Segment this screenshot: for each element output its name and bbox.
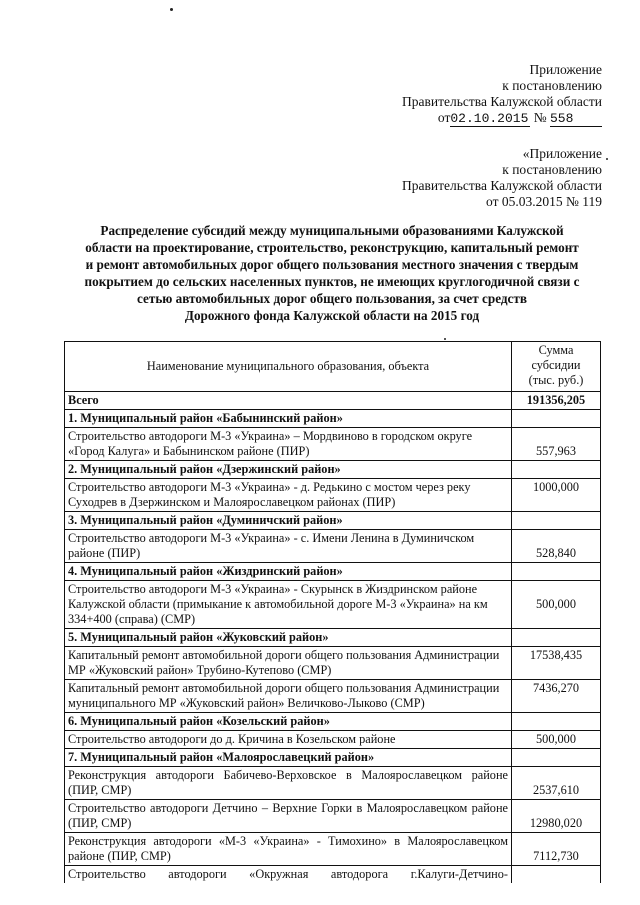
district-name: 1. Муниципальный район «Бабынинский район» [65,410,512,428]
header-new-line1: Приложение [529,62,602,77]
object-value: 17538,435 [512,647,601,680]
header-new-date-prefix: от [437,110,451,125]
object-value: 557,963 [512,428,601,461]
table-row [65,833,601,866]
object-name: Капитальный ремонт автомобильной дороги общего пользования Администрации муниципального МР «Жуковский район» Величково-Лыково (СМР) [65,680,512,713]
object-value: 528,840 [512,530,601,563]
object-value: 7112,730 [512,833,601,866]
district-value [512,563,601,581]
table-row [65,479,601,512]
object-value: 7436,270 [512,680,601,713]
object-name: Строительство автодороги М-3 «Украина» - с. Имени Ленина в Думиничском районе (ПИР) [65,530,512,563]
table-row [65,866,601,884]
table-row [65,680,601,713]
table-row [65,428,601,461]
object-name: Строительство автодороги М-3 «Украина» - Скурынск в Жиздринском районе Калужской области (примыкание к автомобильной дороге М-3 «Украина» на км 334+400 (справа) (СМР) [65,581,512,629]
table-row [65,581,601,629]
title-line: области на проектирование, строительство, реконструкцию, капитальный ремонт [85,240,579,255]
col-header-sum [512,342,601,392]
total-row [65,392,601,410]
header-new-number: 558 [550,112,602,127]
title-line: и ремонт автомобильных дорог общего пользования местного значения с твердым [85,257,579,272]
header-new-line2: к постановлению [502,78,602,93]
object-value: 500,000 [512,731,601,749]
total-label: Всего [65,392,512,410]
header-new-date-line [402,110,602,127]
title-line: Дорожного фонда Калужской области на 2015 год [184,308,480,323]
table-header-row [65,342,601,392]
object-value [512,866,601,884]
title-line: Распределение субсидий между муниципальными образованиями Калужской [100,223,564,238]
header-new-num-prefix: № [533,110,547,125]
object-value: 1000,000 [512,479,601,512]
table-row [65,647,601,680]
table-row [65,767,601,800]
header-old-line2: к постановлению [502,162,602,177]
district-name: 4. Муниципальный район «Жиздринский район» [65,563,512,581]
district-row [65,410,601,428]
object-name: Реконструкция автодороги Бабичево-Верховское в Малоярославецком районе (ПИР, СМР) [65,767,512,800]
district-value [512,410,601,428]
scan-speck [170,8,173,11]
district-value [512,512,601,530]
col-header-sum-line: субсидии [531,358,581,372]
header-new [402,62,602,127]
table-row [65,731,601,749]
district-row [65,512,601,530]
district-name: 5. Муниципальный район «Жуковский район» [65,629,512,647]
header-new-date: 02.10.2015 [450,111,529,126]
subsidy-table [64,341,601,883]
table-row [65,800,601,833]
object-name: Строительство автодороги М-3 «Украина» - д. Редькино с мостом через реку Суходрев в Дзержинском и Малоярославецком районах (ПИР) [65,479,512,512]
district-name: 6. Муниципальный район «Козельский район» [65,713,512,731]
district-name: 3. Муниципальный район «Думиничский район» [65,512,512,530]
district-name: 7. Муниципальный район «Малоярославецкий район» [65,749,512,767]
col-header-sum-line: Сумма [538,343,574,357]
object-value: 2537,610 [512,767,601,800]
district-value [512,749,601,767]
col-header-sum-line: (тыс. руб.) [528,373,584,387]
scan-speck [444,338,446,340]
table-row [65,530,601,563]
district-row [65,461,601,479]
object-value: 12980,020 [512,800,601,833]
object-name: Капитальный ремонт автомобильной дороги общего пользования Администрации МР «Жуковский район» Трубино-Кутепово (СМР) [65,647,512,680]
document-title [62,222,602,324]
district-value [512,713,601,731]
object-name: Строительство автодороги М-3 «Украина» – Мордвиново в городском округе «Город Калуга» и Бабынинском районе (ПИР) [65,428,512,461]
district-row [65,563,601,581]
district-row [65,629,601,647]
col-header-name: Наименование муниципального образования, объекта [65,342,512,392]
object-value: 500,000 [512,581,601,629]
header-old-line3: Правительства Калужской области [401,178,602,193]
object-name: Строительство автодороги Детчино – Верхние Горки в Малоярославецком районе (ПИР, СМР) [65,800,512,833]
title-line: покрытием до сельских населенных пунктов, не имеющих круглогодичной связи с [84,274,580,289]
district-value [512,461,601,479]
header-new-line3: Правительства Калужской области [401,94,602,109]
object-name: Строительство автодороги «Окружная автодорога г.Калуги-Детчино- [65,866,512,884]
district-row [65,749,601,767]
header-old [402,146,602,210]
object-name: Строительство автодороги до д. Кричина в Козельском районе [65,731,512,749]
scan-speck [606,158,608,160]
header-old-line1: «Приложение [522,146,602,161]
object-name: Реконструкция автодороги «М-3 «Украина» - Тимохино» в Малоярославецком районе (ПИР, СМР) [65,833,512,866]
title-line: сетью автомобильных дорог общего пользования, за счет средств [136,291,528,306]
district-value [512,629,601,647]
header-old-line4: от 05.03.2015 № 119 [486,194,602,209]
district-row [65,713,601,731]
total-value: 191356,205 [512,392,601,410]
district-name: 2. Муниципальный район «Дзержинский район» [65,461,512,479]
